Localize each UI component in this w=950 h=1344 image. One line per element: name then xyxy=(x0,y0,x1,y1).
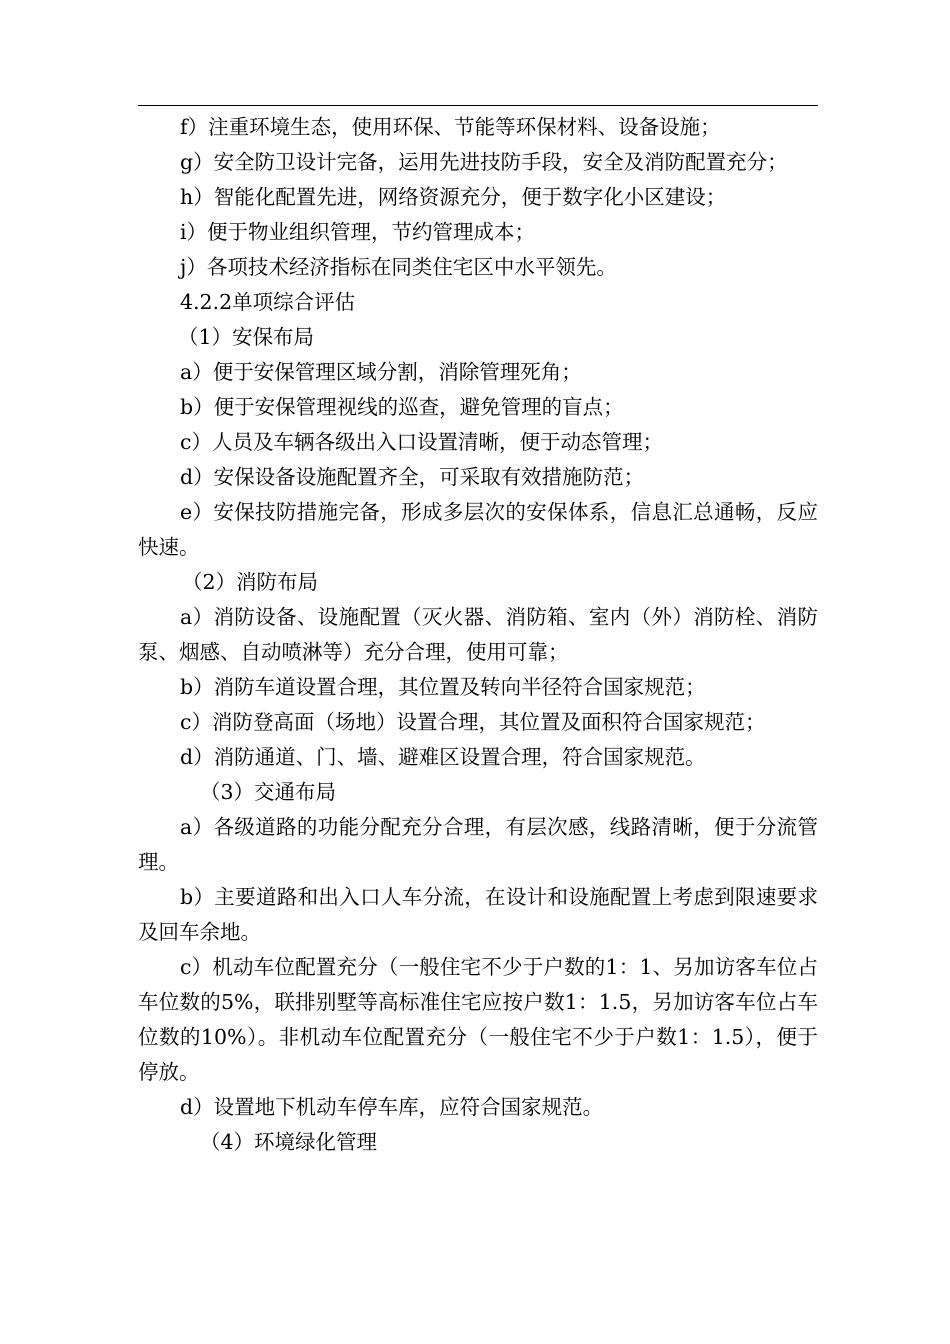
security-d: d）安保设备设施配置齐全，可采取有效措施防范； xyxy=(180,465,645,489)
traffic-c: c）机动车位配置充分（一般住宅不少于户数的1：1、另加访客车位占车位数的5%，联排别墅等高标准住宅应按户数1：1.5，另加访客车位占车位数的10%）。非机动车位配置充分（一般住宅不少于户数1：1.5），便于停放。 xyxy=(138,955,818,1084)
header-rule xyxy=(138,105,818,106)
subsection-1: （1）安保布局 xyxy=(178,325,315,349)
item-f: f）注重环境生态，使用环保、节能等环保材料、设备设施； xyxy=(180,115,721,139)
security-e: e）安保技防措施完备，形成多层次的安保体系，信息汇总通畅，反应快速。 xyxy=(138,500,818,559)
item-i: i）便于物业组织管理，节约管理成本； xyxy=(180,220,536,244)
fire-b: b）消防车道设置合理，其位置及转向半径符合国家规范； xyxy=(180,675,706,699)
traffic-b: b）主要道路和出入口人车分流，在设计和设施配置上考虑到限速要求及回车余地。 xyxy=(138,885,818,944)
subsection-3: （3）交通布局 xyxy=(200,780,337,804)
security-c: c）人员及车辆各级出入口设置清晰，便于动态管理； xyxy=(180,430,663,454)
document-body xyxy=(138,110,818,1160)
subsection-2: （2）消防布局 xyxy=(182,570,319,594)
traffic-d: d）设置地下机动车停车库，应符合国家规范。 xyxy=(180,1095,604,1119)
fire-d: d）消防通道、门、墙、避难区设置合理，符合国家规范。 xyxy=(180,745,706,769)
security-a: a）便于安保管理区域分割，消除管理死角； xyxy=(180,360,582,384)
security-b: b）便于安保管理视线的巡查，避免管理的盲点； xyxy=(180,395,624,419)
fire-a: a）消防设备、设施配置（灭火器、消防箱、室内（外）消防栓、消防泵、烟感、自动喷淋等）充分合理，使用可靠； xyxy=(138,605,818,664)
fire-c: c）消防登高面（场地）设置合理，其位置及面积符合国家规范； xyxy=(180,710,766,734)
item-h: h）智能化配置先进，网络资源充分，便于数字化小区建设； xyxy=(180,185,727,209)
traffic-a: a）各级道路的功能分配充分合理，有层次感，线路清晰，便于分流管理。 xyxy=(138,815,818,874)
section-heading: 4.2.2单项综合评估 xyxy=(180,290,356,314)
item-j: j）各项技术经济指标在同类住宅区中水平领先。 xyxy=(180,255,617,279)
item-g: g）安全防卫设计完备，运用先进技防手段，安全及消防配置充分； xyxy=(180,150,788,174)
subsection-4: （4）环境绿化管理 xyxy=(200,1130,378,1154)
